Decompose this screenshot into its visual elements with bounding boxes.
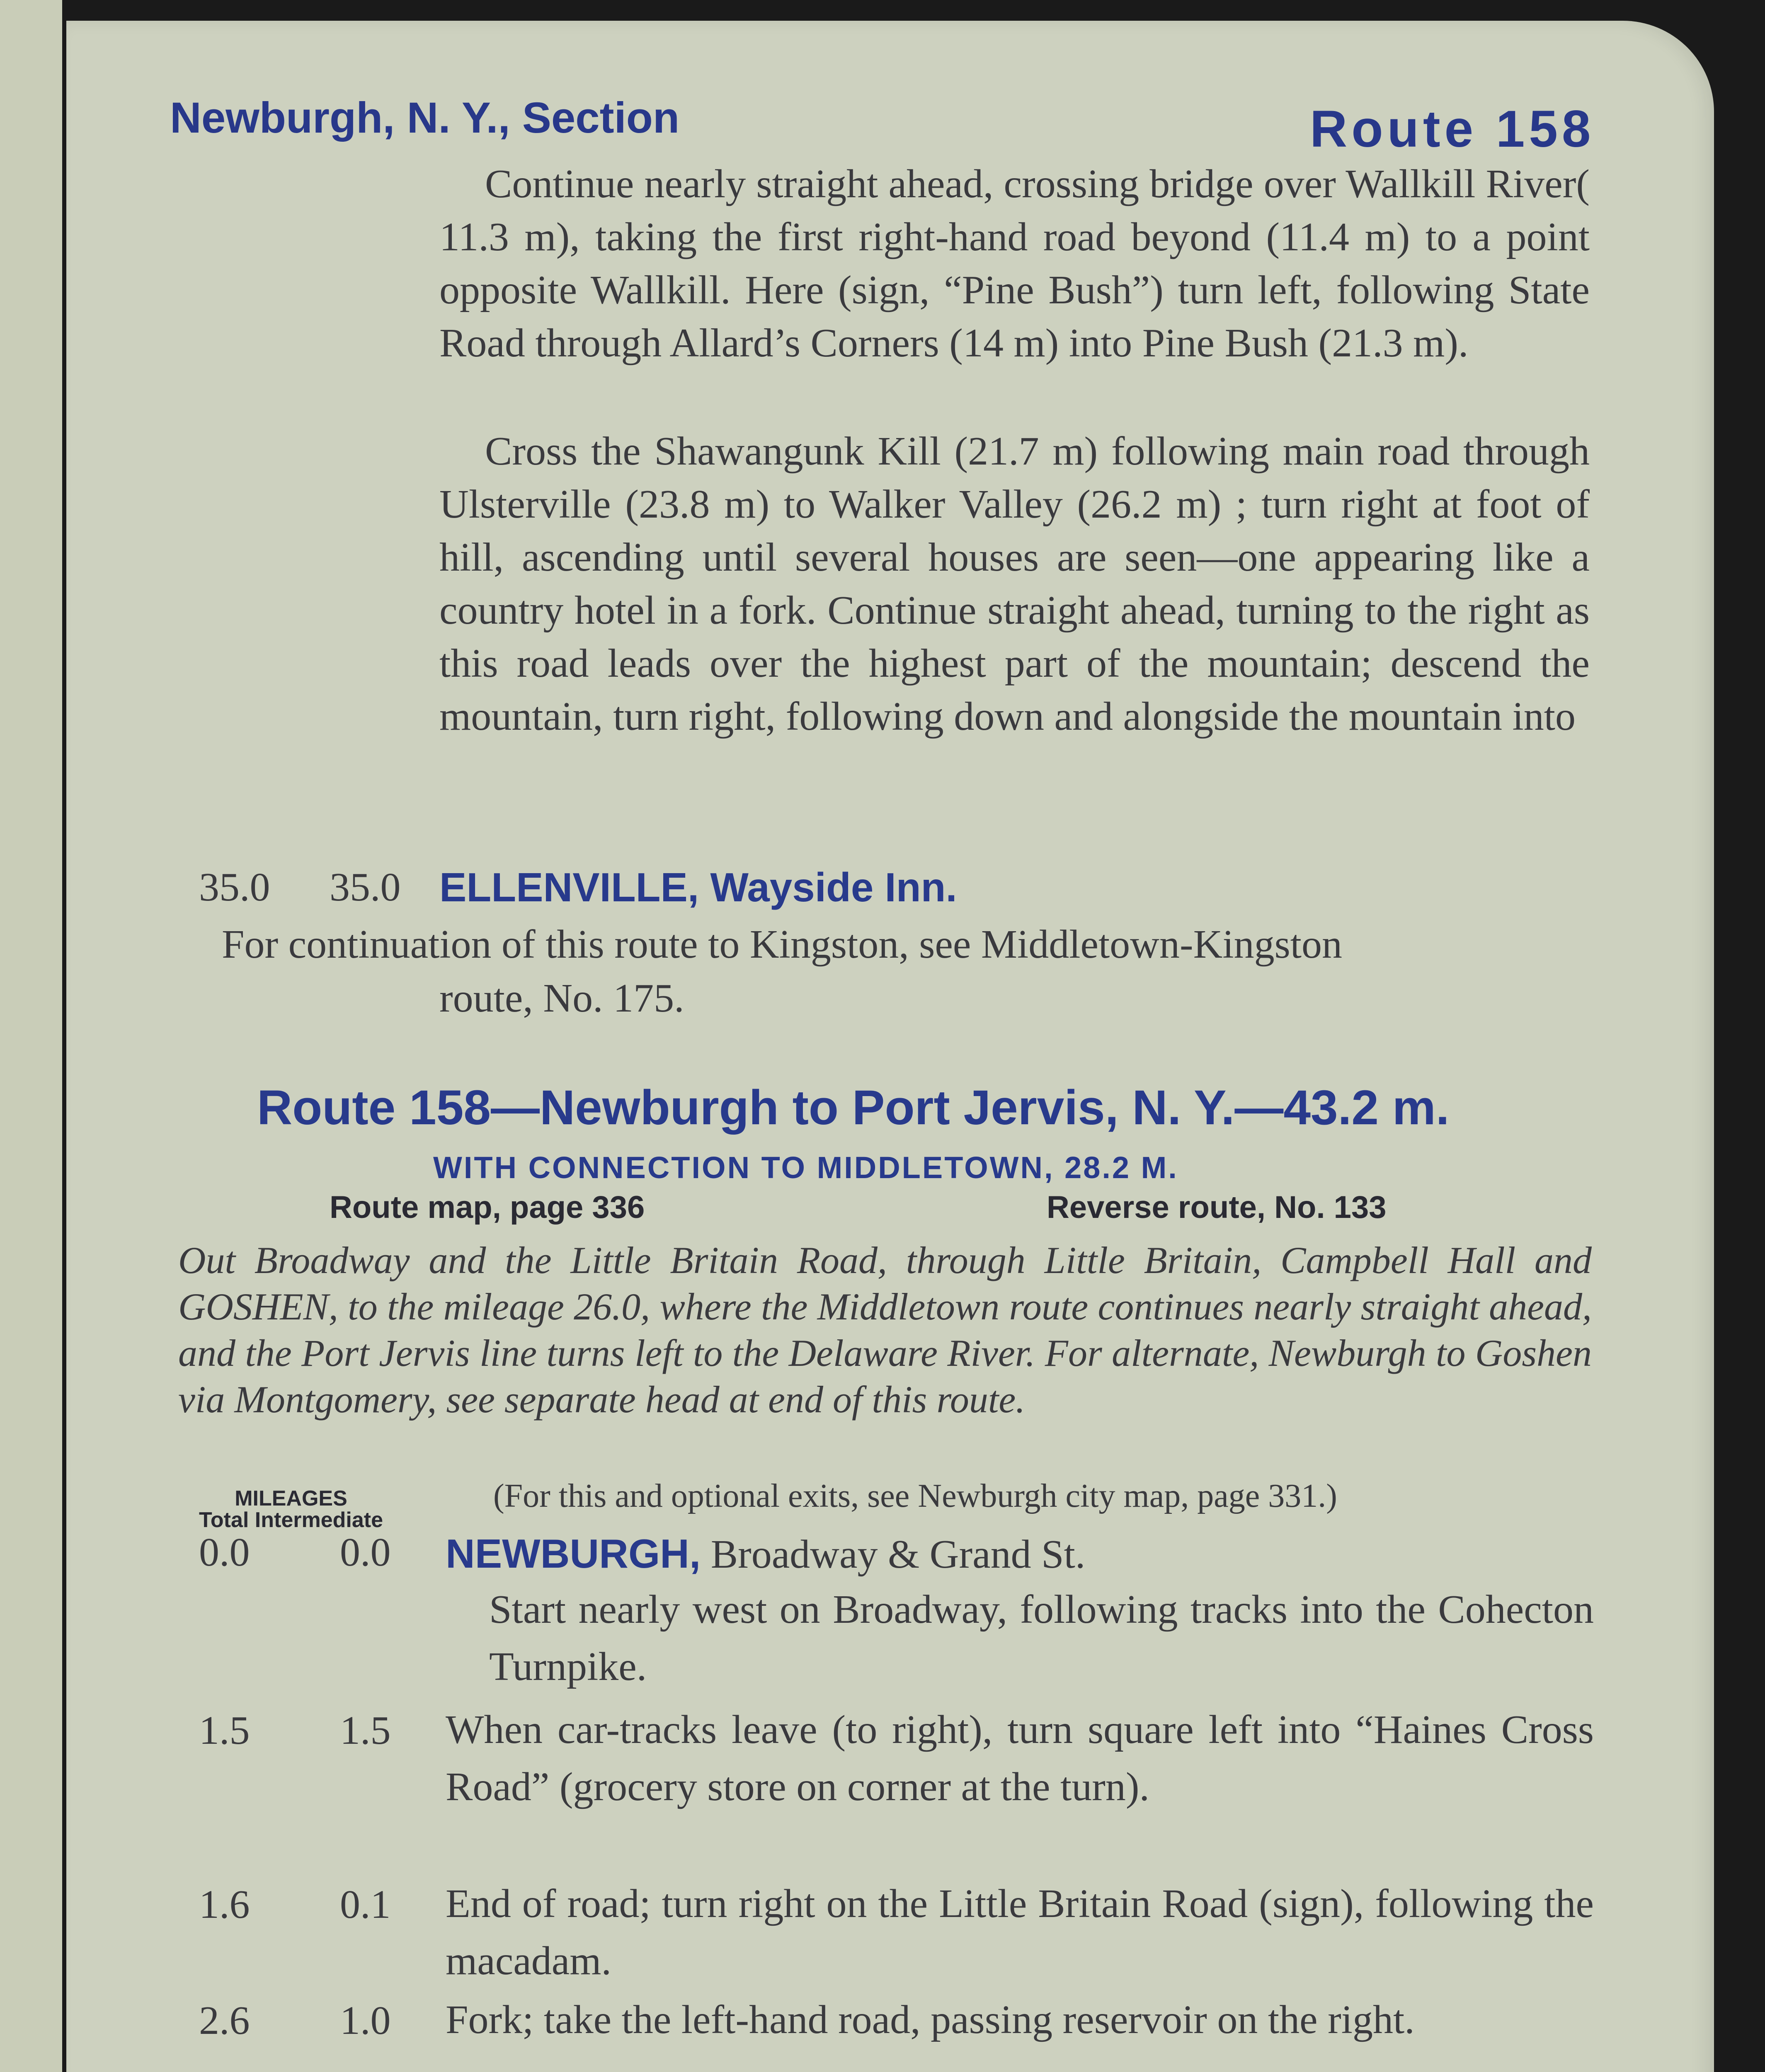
entry-text: Broadway & Grand St. bbox=[701, 1532, 1086, 1577]
top-paragraph-2-text: Cross the Shawangunk Kill (21.7 m) following main road through Ulsterville (23.8 m) to Walker Valley (26.2 m) ; turn right at foot of hill, ascending until several houses are seen—one appearing like a country hotel in a fork. Continue straight ahead, turning to the right as this road leads over the highest part of the mountain; descend the mountain, turn right, following down and alongside the mountain into bbox=[439, 429, 1590, 739]
adjacent-page-edge bbox=[0, 0, 62, 2072]
entry-intermediate: 1.5 bbox=[340, 1708, 391, 1753]
continuation-line-1: For continuation of this route to Kingston, see Middletown-Kingston bbox=[222, 922, 1342, 967]
top-paragraph-1-text: Continue nearly straight ahead, crossing bridge over Wallkill River( 11.3 m), taking the first right-hand road beyond (11.4 m) to a point opposite Wallkill. Here (sign, “Pine Bush”) turn left, following State Road through Allard’s Corners (14 m) into Pine Bush (21.3 m). bbox=[439, 162, 1590, 366]
entry-description: Fork; take the left-hand road, passing reservoir on the right. bbox=[446, 1997, 1415, 2042]
reverse-route-reference: Reverse route, No. 133 bbox=[1047, 1190, 1387, 1225]
entry-description: End of road; turn right on the Little Britain Road (sign), following the macadam. bbox=[446, 1881, 1594, 1983]
entry-extra: Start nearly west on Broadway, following tracks into the Cohecton Turnpike. bbox=[489, 1587, 1594, 1689]
route-map-reference: Route map, page 336 bbox=[330, 1190, 645, 1225]
route-title: Route 158—Newburgh to Port Jervis, N. Y.—43.2 m. bbox=[257, 1080, 1450, 1135]
entry-total: 0.0 bbox=[199, 1530, 250, 1575]
entry-description bbox=[446, 1525, 1594, 1583]
route-subtitle: WITH CONNECTION TO MIDDLETOWN, 28.2 M. bbox=[433, 1150, 1178, 1185]
entry-total: 2.6 bbox=[199, 1998, 250, 2043]
entry-intermediate: 0.1 bbox=[340, 1882, 391, 1927]
ellenville-place: ELLENVILLE, Wayside Inn. bbox=[439, 864, 957, 910]
ellenville-total: 35.0 bbox=[199, 865, 270, 910]
continuation-line-2: route, No. 175. bbox=[439, 976, 684, 1021]
entry-place: NEWBURGH, bbox=[446, 1531, 701, 1576]
mileages-title: MILEAGES bbox=[235, 1486, 347, 1510]
mileages-columns: Total Intermediate bbox=[199, 1508, 383, 1532]
top-paragraph-1 bbox=[439, 157, 1590, 370]
section-header: Newburgh, N. Y., Section bbox=[170, 94, 680, 142]
ellenville-intermediate: 35.0 bbox=[330, 865, 401, 910]
route-header: Route 158 bbox=[1310, 100, 1595, 158]
mileages-header bbox=[199, 1488, 383, 1531]
entry-total: 1.6 bbox=[199, 1882, 250, 1927]
mileages-note: (For this and optional exits, see Newburgh city map, page 331.) bbox=[493, 1478, 1337, 1514]
route-summary: Out Broadway and the Little Britain Road, through Little Britain, Campbell Hall and GOSHEN, to the mileage 26.0, where the Middletown route continues nearly straight ahead, and the Port Jervis line turns left to the Delaware River. For alternate, Newburgh to Goshen via Montgomery, see separate head at end of this route. bbox=[178, 1239, 1592, 1421]
entry-intermediate: 0.0 bbox=[340, 1530, 391, 1575]
entry-total: 1.5 bbox=[199, 1708, 250, 1753]
entry-description: When car-tracks leave (to right), turn square left into “Haines Cross Road” (grocery store on corner at the turn). bbox=[446, 1707, 1594, 1809]
entry-intermediate: 1.0 bbox=[340, 1998, 391, 2043]
top-paragraph-2 bbox=[439, 425, 1590, 743]
